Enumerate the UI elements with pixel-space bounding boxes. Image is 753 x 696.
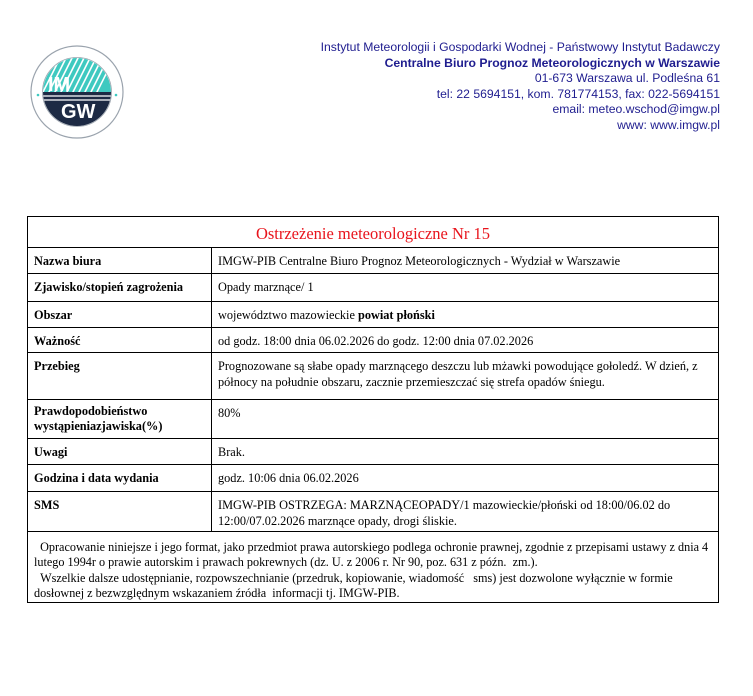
warning-title-row [28, 217, 718, 247]
row-label: Godzina i data wydania [28, 465, 212, 491]
warning-table [27, 216, 719, 603]
svg-text:GW: GW [61, 101, 96, 123]
row-value: 80% [218, 406, 241, 420]
row-value: od godz. 18:00 dnia 06.02.2026 do godz. 12:00 dnia 07.02.2026 [218, 334, 534, 348]
area-county: powiat płoński [358, 308, 435, 322]
bureau-name: Centralne Biuro Prognoz Meteorologicznych w Warszawie [384, 55, 720, 70]
imgw-logo-icon [29, 44, 125, 140]
row-label: Obszar [28, 302, 212, 327]
imgw-logo [29, 44, 125, 140]
row-label: SMS [28, 492, 212, 531]
table-row [28, 399, 718, 438]
distribution-paragraph: Wszelkie dalsze udostępnianie, rozpowszechnianie (przedruk, kopiowanie, wiadomość sms) jest dozwolone wyłącznie w formie dosłownej z bezwzględnym wskazaniem źródła informacji tj. IMGW-PIB. [34, 570, 676, 601]
row-label: Przebieg [28, 353, 212, 399]
row-value: Prognozowane są słabe opady marznącego deszczu lub mżawki powodujące gołoledź. W dzień, z północy na południe obszaru, zacznie przemieszczać się strefa opadów śniegu. [218, 359, 698, 389]
table-row [28, 327, 718, 352]
copyright-paragraph: Opracowanie niniejsze i jego format, jako przedmiot prawa autorskiego podlega ochronie prawnej, zgodnie z przepisami ustawy z dnia 4 lutego 1994r o prawie autorskim i prawach pokrewnych (dz. U. z 2006 r. Nr 90, poz. 631 z późn. zm.). [34, 540, 712, 570]
area-voivodeship: województwo mazowieckie [218, 308, 358, 322]
phone-fax: tel: 22 5694151, kom. 781774153, fax: 022-5694151 [436, 86, 720, 101]
address: 01-673 Warszawa ul. Podleśna 61 [534, 71, 720, 86]
table-row [28, 464, 718, 491]
institute-header [321, 40, 720, 134]
row-label: Nazwa biura [28, 248, 212, 273]
row-value: IMGW-PIB Centralne Biuro Prognoz Meteorologicznych - Wydział w Warszawie [218, 254, 621, 268]
table-row [28, 301, 718, 327]
copyright-notice [28, 531, 718, 602]
institute-name: Instytut Meteorologii i Gospodarki Wodnej - Państwowy Instytut Badawczy [320, 40, 720, 54]
row-value [212, 302, 718, 327]
row-label: Prawdopodobieństwo wystąpieniazjawiska(%) [28, 400, 212, 438]
row-label: Ważność [28, 328, 212, 352]
table-row [28, 273, 718, 301]
row-label: Zjawisko/stopień zagrożenia [28, 274, 212, 301]
email[interactable]: email: meteo.wschod@imgw.pl [552, 102, 720, 117]
row-label: Uwagi [28, 439, 212, 464]
table-row [28, 491, 718, 531]
table-row [28, 352, 718, 399]
website[interactable]: www: www.imgw.pl [617, 117, 720, 132]
table-row [28, 438, 718, 464]
row-value: IMGW-PIB OSTRZEGA: MARZNĄCEOPADY/1 mazowieckie/płoński od 18:00/06.02 do 12:00/07.02.2026 marznące opady, drogi śliskie. [218, 498, 671, 528]
svg-text:IM: IM [48, 74, 71, 96]
table-row [28, 247, 718, 273]
row-value: Brak. [218, 445, 245, 459]
row-value: godz. 10:06 dnia 06.02.2026 [218, 471, 359, 485]
row-value: Opady marznące/ 1 [218, 280, 314, 294]
warning-title: Ostrzeżenie meteorologiczne Nr 15 [255, 224, 491, 243]
